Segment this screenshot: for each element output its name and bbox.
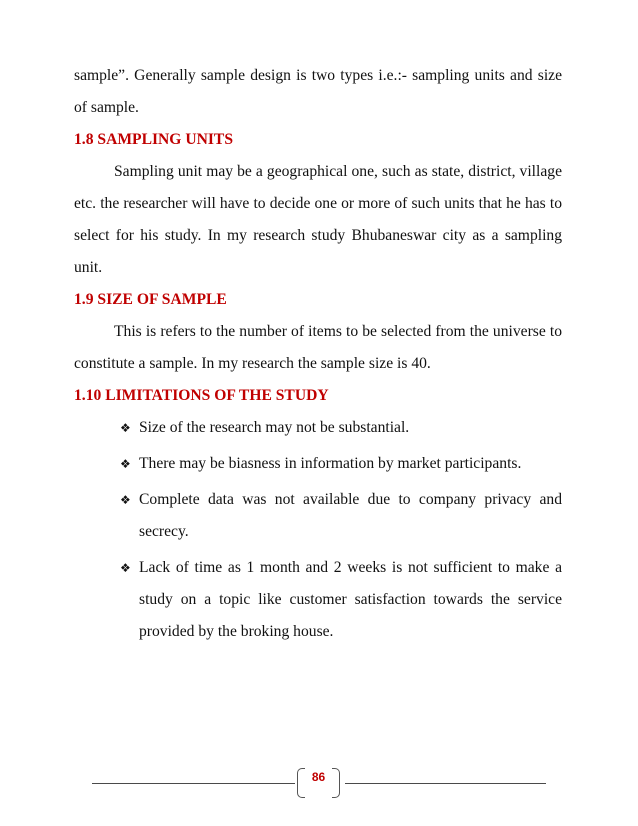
footer-rule-left [92,783,295,784]
page-footer [92,766,546,802]
section-heading-limitations: 1.10 LIMITATIONS OF THE STUDY [74,387,329,404]
left-bracket-icon [297,768,305,798]
limitation-text: Complete data was not available due to company privacy and secrecy. [139,491,562,540]
list-item [120,484,562,548]
list-item [120,552,562,648]
intro-paragraph: sample”. Generally sample design is two types i.e.:- sampling units and size of sample. [74,67,562,116]
section-heading-size-of-sample: 1.9 SIZE OF SAMPLE [74,291,227,308]
right-bracket-icon [332,768,340,798]
diamond-bullet-icon: ❖ [120,457,131,471]
size-of-sample-paragraph: This is refers to the number of items to be selected from the universe to constitute a sample. In my research the sample size is 40. [74,323,562,372]
limitation-text: Lack of time as 1 month and 2 weeks is not sufficient to make a study on a topic like customer satisfaction towards the service provided by the broking house. [139,559,562,640]
diamond-bullet-icon: ❖ [120,493,131,507]
list-item [120,448,562,480]
page-content [74,60,562,652]
sampling-units-paragraph: Sampling unit may be a geographical one, such as state, district, village etc. the researcher will have to decide one or more of such units that he has to select for his study. In my research study Bhubaneswar city as a sampling unit. [74,163,562,276]
list-item [120,412,562,444]
limitation-text: Size of the research may not be substantial. [139,419,410,436]
page-number: 86 [311,770,326,784]
limitations-list [74,412,562,648]
diamond-bullet-icon: ❖ [120,421,131,435]
limitation-text: There may be biasness in information by market participants. [139,455,522,472]
diamond-bullet-icon: ❖ [120,561,131,575]
section-heading-sampling-units: 1.8 SAMPLING UNITS [74,131,233,148]
footer-rule-right [345,783,546,784]
